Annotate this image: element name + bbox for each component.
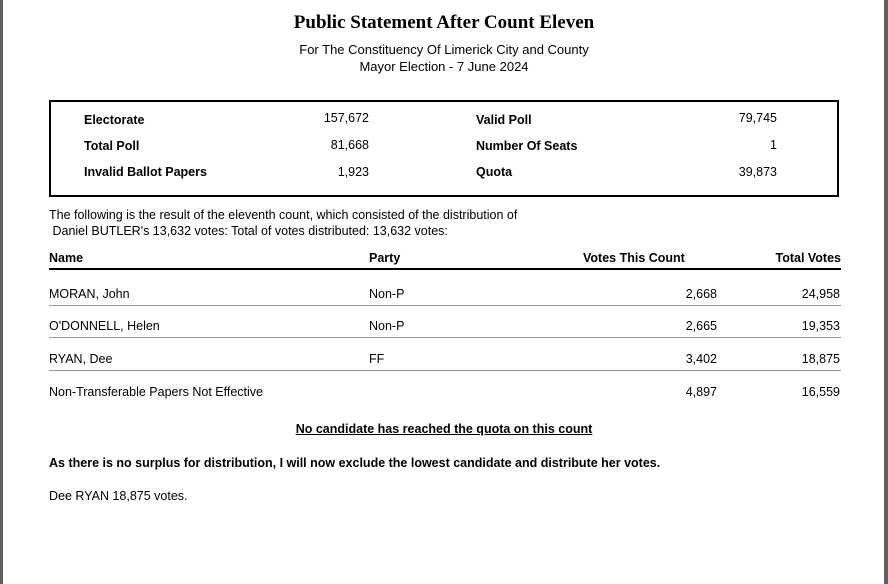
candidate-name: Non-Transferable Papers Not Effective: [49, 385, 263, 399]
total-votes: 19,353: [801, 319, 840, 333]
total-poll-value: 81,668: [330, 138, 369, 152]
seats-label: Number Of Seats: [476, 139, 578, 153]
total-votes: 18,875: [801, 352, 840, 366]
votes-this-count: 3,402: [685, 352, 717, 366]
invalid-ballot-label: Invalid Ballot Papers: [84, 165, 207, 179]
quota-value: 39,873: [738, 165, 777, 179]
viewer-right-edge: [884, 0, 888, 584]
header-votes-this-count: Votes This Count: [583, 251, 685, 265]
total-poll-label: Total Poll: [84, 139, 140, 153]
total-votes: 16,559: [801, 385, 840, 399]
count-description-line2: Daniel BUTLER's 13,632 votes: Total of votes distributed: 13,632 votes:: [49, 224, 448, 238]
electorate-value: 157,672: [323, 111, 369, 125]
count-description-line1: The following is the result of the eleventh count, which consisted of the distribution of: [49, 208, 518, 222]
document-subtitle: [0, 41, 888, 75]
exclusion-statement: As there is no surplus for distribution, I will now exclude the lowest candidate and distribute her votes.: [49, 456, 661, 470]
document-title: Public Statement After Count Eleven: [293, 12, 595, 33]
constituency-line: For The Constituency Of Limerick City and County: [299, 42, 589, 57]
viewer-left-edge: [0, 0, 3, 584]
seats-value: 1: [770, 138, 777, 152]
votes-this-count: 2,668: [685, 287, 717, 301]
table-row: [49, 315, 841, 338]
quota-label: Quota: [476, 165, 513, 179]
valid-poll-value: 79,745: [738, 111, 777, 125]
quota-notice: No candidate has reached the quota on this count: [295, 422, 593, 436]
candidate-name: MORAN, John: [49, 287, 130, 301]
valid-poll-label: Valid Poll: [476, 113, 532, 127]
invalid-ballot-value: 1,923: [337, 165, 369, 179]
votes-this-count: 2,665: [685, 319, 717, 333]
candidate-party: FF: [369, 352, 385, 366]
table-row: [49, 348, 841, 371]
header-party: Party: [369, 251, 401, 265]
table-row: [49, 381, 841, 403]
poll-summary-box: [49, 100, 839, 197]
election-line: Mayor Election - 7 June 2024: [359, 59, 529, 74]
candidate-party: Non-P: [369, 319, 405, 333]
votes-this-count: 4,897: [685, 385, 717, 399]
candidate-party: Non-P: [369, 287, 405, 301]
header-name: Name: [49, 251, 84, 265]
table-row: [49, 283, 841, 306]
candidate-name: O'DONNELL, Helen: [49, 319, 160, 333]
header-total-votes: Total Votes: [775, 251, 841, 265]
excluded-candidate: Dee RYAN 18,875 votes.: [49, 489, 188, 503]
total-votes: 24,958: [801, 287, 840, 301]
candidate-name: RYAN, Dee: [49, 352, 113, 366]
count-description: [49, 207, 609, 239]
results-table-header: [49, 250, 841, 270]
electorate-label: Electorate: [84, 113, 145, 127]
